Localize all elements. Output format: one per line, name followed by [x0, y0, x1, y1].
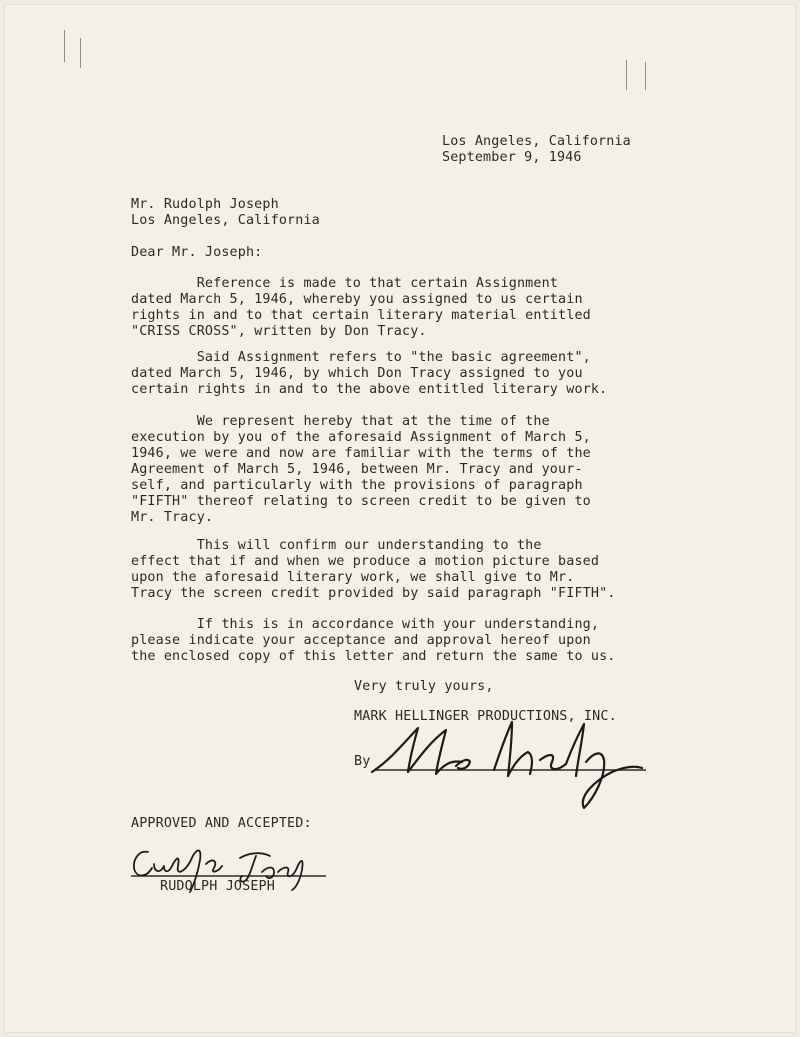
body-line: This will confirm our understanding to the — [131, 538, 542, 553]
acceptance-name: RUDOLPH JOSEPH — [160, 879, 275, 894]
body-line: "FIFTH" thereof relating to screen credit to be given to — [131, 494, 591, 509]
body-line: Tracy the screen credit provided by said paragraph "FIFTH". — [131, 586, 616, 601]
body-line: If this is in accordance with your understanding, — [131, 617, 600, 632]
addressee-name: Mr. Rudolph Joseph — [131, 197, 279, 212]
body-line: Said Assignment refers to "the basic agreement", — [131, 350, 591, 365]
body-line: upon the aforesaid literary work, we shall give to Mr. — [131, 570, 575, 585]
body-line: Reference is made to that certain Assignment — [131, 276, 559, 291]
acceptance-heading: APPROVED AND ACCEPTED: — [131, 816, 312, 831]
body-line: "CRISS CROSS", written by Don Tracy. — [131, 324, 427, 339]
body-line: Mr. Tracy. — [131, 510, 214, 525]
body-line: dated March 5, 1946, by which Don Tracy assigned to you — [131, 366, 583, 381]
body-line: please indicate your acceptance and approval hereof upon — [131, 633, 591, 648]
body-line: Agreement of March 5, 1946, between Mr. Tracy and your- — [131, 462, 583, 477]
letter-place: Los Angeles, California — [442, 134, 631, 149]
body-line: dated March 5, 1946, whereby you assigned to us certain — [131, 292, 583, 307]
valediction: Very truly yours, — [354, 679, 494, 694]
body-line: certain rights in and to the above entitled literary work. — [131, 382, 608, 397]
body-line: the enclosed copy of this letter and return the same to us. — [131, 649, 616, 664]
by-label: By — [354, 754, 371, 769]
body-line: rights in and to that certain literary material entitled — [131, 308, 591, 323]
company-name: MARK HELLINGER PRODUCTIONS, INC. — [354, 709, 617, 724]
addressee-city: Los Angeles, California — [131, 213, 320, 228]
letter-date: September 9, 1946 — [442, 150, 582, 165]
salutation: Dear Mr. Joseph: — [131, 245, 263, 260]
body-line: self, and particularly with the provisions of paragraph — [131, 478, 583, 493]
body-line: We represent hereby that at the time of the — [131, 414, 550, 429]
body-line: execution by you of the aforesaid Assignment of March 5, — [131, 430, 591, 445]
body-line: 1946, we were and now are familiar with the terms of the — [131, 446, 591, 461]
body-line: effect that if and when we produce a motion picture based — [131, 554, 600, 569]
